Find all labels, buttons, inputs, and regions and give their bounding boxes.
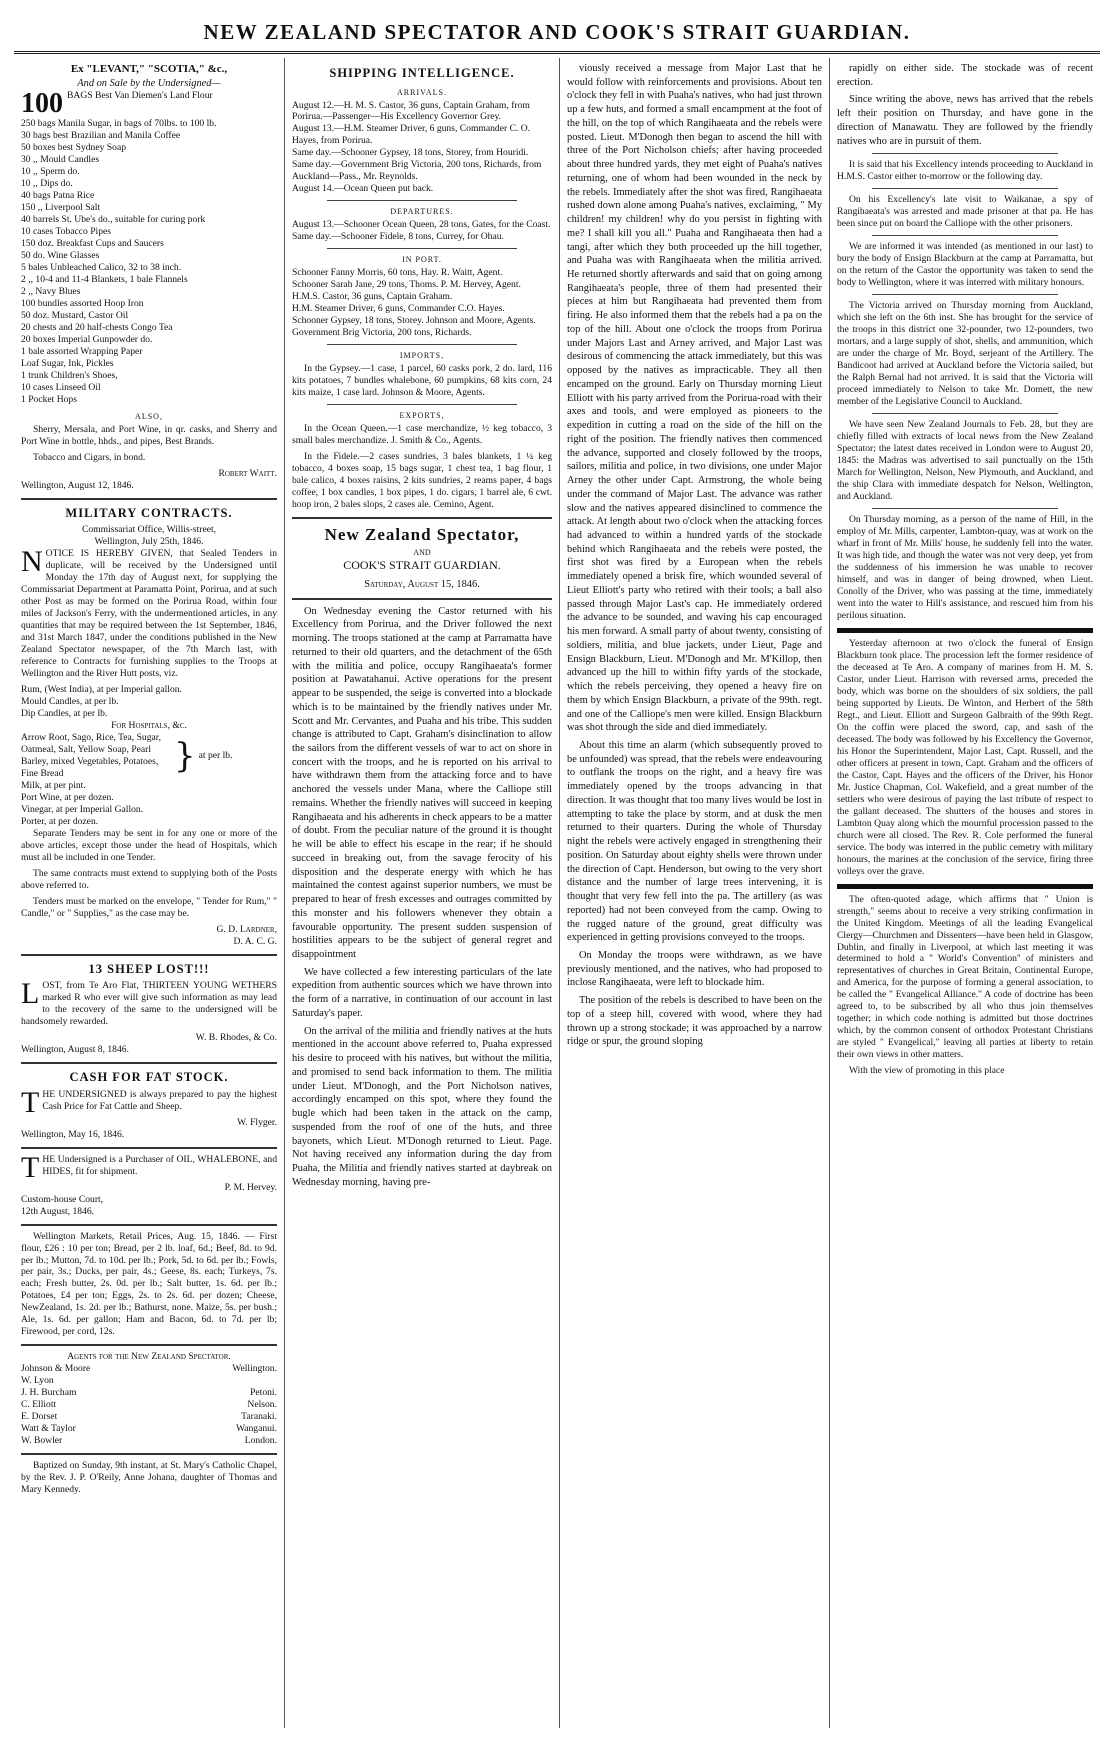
list-item: 5 bales Unbleached Calico, 32 to 38 inch.	[21, 262, 182, 274]
ad-levant-lead: BAGS Best Van Diemen's Land Flour	[67, 90, 213, 102]
agent-row	[21, 1363, 277, 1375]
ad-sheep-text: OST, from Te Aro Flat, THIRTEEN YOUNG WETHERS marked R who ever will give such information as may lead to the recovery of the same to the undersigned will be handsomely rewarded.	[21, 980, 277, 1028]
list-item: 1 trunk Children's Shoes,	[21, 369, 118, 381]
divider-heavy	[837, 628, 1093, 633]
ad-sheep-body	[21, 977, 277, 1056]
ad-cash-date: Wellington, May 16, 1846.	[21, 1128, 125, 1140]
divider	[327, 248, 517, 249]
ad-military-title: MILITARY CONTRACTS.	[65, 505, 233, 520]
agent-place: Wellington.	[232, 1363, 277, 1375]
list-item: 30 bags best Brazilian and Manila Coffee	[21, 130, 181, 142]
port-item: Schooner Gypsey, 18 tons, Storey. Johnson and Moore, Agents.	[292, 315, 536, 327]
divider	[292, 517, 552, 519]
brace-glyph: }	[174, 736, 196, 776]
divider	[327, 344, 517, 345]
list-item: 10 ,, Sperm do.	[21, 166, 80, 178]
nameplate-2: COOK'S STRAIT GUARDIAN.	[343, 558, 501, 573]
agent-name: Watt & Taylor	[21, 1423, 76, 1435]
ad-levant-list	[21, 118, 277, 406]
ad-military-body	[21, 524, 277, 947]
port-item: Schooner Fanny Morris, 60 tons, Hay. R. Waitt, Agent.	[292, 267, 503, 279]
list-item: 150 doz. Breakfast Cups and Saucers	[21, 238, 164, 250]
ad-military-brace-label: at per lb.	[198, 750, 233, 761]
article-paragraph: viously received a message from Major Last that he would follow with reinforcements and provisions. About ten o'clock they fell in with Puaha's natives, who had just thrown up a few huts, and formed a small encampment at the foot of the hill, on the top of which Rangihaeata and the rebels were posted. Lieut. M'Donogh then began to ascend the hill with three of the Port Nicholson chiefs; after having proceeded about three hundred yards, they met eight of Puaha's natives returning, one of whom had been wounded in the neck by the rebels. Immediately after the shot was fired, Rangihaeata rushed down alone among Puaha's natives, exclaiming, " My children! my children! why do you persist in fighting with me? I shall kill you all." Puaha and Rangihaeata then had a tangi, after which they both proceeded up the hill together, and Puaha was with Rangihaeata when the militia arrived. He returned shortly afterwards and said that on going among Rangihaeata's people, three of them had presented their pieces at him but Rangihaeata had prevented them from firing. He also informed them that the rebels had a pa on the top of the hill. About one o'clock the troops from Porirua under Majors Last and Arney arrived, and Major Last was desirous of commencing the attack immediately, but this was opposed by the natives as impracticable. They all then encamped on the ground. Early on Thursday morning Lieut Elliott with his party arrived from the Porirua-road with their axes and tools, and were employed as pioneers to the expedition in cutting a road on the side of the hill on the right of the position. The friendly natives then commenced the advance, supported and closely followed by the troops, sailors, militia and police, in two divisions, one under Major Arney the other under Capt. Armstrong, the whole being under the command of Major Last. The advance was rather slow and the natives appeared disinclined to commence the attack. At length about two o'clock when the attacking forces had advanced to within a hundred yards of the stockade behind which Rangihaeata and the rebels were posted, the first shot was fired by a European when the rebels immediately opened a brisk fire, which wounded several of Lieut Elliott's party who retired with their tools; a ball also passed through Major Last's cap. He immediately ordered the advance to be sounded, and waving his cap encouraged his men forward. A small party of about twenty, consisting of soldiers, militia, and blue jackets, under Lieut, Page and Ensign Blackburn, Lieut. M'Donogh and Mr. M'Killop, then advanced up the hill to within fifty yards of the stockade, which the rebels perceiving, they opened a heavy fire on them by which Ensign Blackburn, a private of the 99th. regt. and one of the Calliope's men were killed. Ensign Blackburn was shot through the side and died immediately.	[567, 63, 822, 734]
ad-oil-body	[21, 1150, 277, 1218]
departures-list	[292, 219, 552, 243]
agent-row	[21, 1411, 277, 1423]
list-item: 2 ,, Navy Blues	[21, 286, 81, 298]
wellington-markets: Wellington Markets, Retail Prices, Aug. 15, 1846. — First flour, £26 : 10 per ton; Bread, per 2 lb. loaf, 6d.; Beef, 8d. to 9d. per lb.; Mutton, 7d. to 10d. per lb.; Pork, 5d. to 6d. per lb.; Fowls, per pair, 3s.; Ducks, per pair, 4s.; Geese, 8s. each; Turkeys, 7s. each; Fresh butter, 2s. 0d. per lb.; Salt butter, 1s. 6d. per lb.; Potatoes, £4 per ton; Eggs, 2s. to 2s. 6d. per dozen; Cheese, NewZealand, 1s. 2d. per lb.; Bathurst, none. Maize, 5s. per bush.; Ale, 1s. 6d. per gallon; Ham and Bacon, 6d. to 7d. per lb; Firewood, per cord, 12s.	[21, 1230, 277, 1338]
divider	[872, 153, 1058, 154]
agent-place: Nelson.	[247, 1399, 277, 1411]
ad-military-hospitals: For Hospitals, &c.	[111, 720, 187, 732]
arrival-item: August 12.—H. M. S. Castor, 36 guns, Captain Graham, from Porirua.—Passenger—His Excellency Governor Grey.	[292, 99, 530, 123]
agents-title: Agents for the New Zealand Spectator.	[67, 1351, 231, 1363]
port-item: H.M. Steamer Driver, 6 guns, Commander C.O. Hayes.	[292, 303, 505, 315]
ad-military-text: OTICE IS HEREBY GIVEN, that Sealed Tenders in duplicate, will be received by the Undersigned until Monday the 17th day of August next, for supplying the Commissariat Department at Paramatta Point, Porirua, and at such other Post as may be formed on the Porirua Road, within four miles of Jackson's Ferry, with the undermentioned articles, in any quantities that may be required between the 1st September, 1846, and 31st March 1847, under the conditions published in the New Zealand Spectator newspaper, of the 7th March last, with reference to Contracts for furnishing supplies to the Troops at Wellington and the River Hutt posts, viz.	[21, 548, 277, 680]
divider	[21, 1147, 277, 1149]
list-item: Milk, at per pint.	[21, 779, 86, 791]
dateline: Saturday, August 15, 1846.	[364, 578, 480, 590]
port-heading: IN PORT.	[402, 255, 442, 265]
article-paragraph: On the arrival of the militia and friendly natives at the huts mentioned in the account above referred to, Puaha expressed his desire to proceed with his natives, but without the militia, and promised to send back information to them. The militia under Lieut. M'Donogh, and the Port Nicholson natives, accordingly encamped on this spot, where they found the bugle which had been taken in the attack on the camp, suspended from the roof of one of the huts, and three bayonets, which Lieut. M'Donogh returned to Lieut. Page. Not having received any information during the day from Puaha, the Militia and friendly natives started at daybreak on Wednesday morning, having pre-	[292, 1025, 552, 1188]
agents-rows	[21, 1363, 277, 1447]
agent-row	[21, 1423, 277, 1435]
list-item: 1 bale assorted Wrapping Paper	[21, 345, 143, 357]
ad-oil-text: HE Undersigned is a Purchaser of OIL, WHALEBONE, and HIDES, fit for shipment.	[42, 1153, 277, 1177]
shipping-section	[292, 88, 552, 512]
ad-cash-dropcap: T	[21, 1085, 40, 1119]
article-paragraph: About this time an alarm (which subsequently proved to be unfounded) was spread, that the rebels were endeavouring to outflank the troops on the right, and a heavy fire was immediately opened by the troops advancing in that direction. It was thought that too many lives would be lost in attempting to take the place by storm, and at dusk the men returned to their quarters. During the whole of Thursday night the rebels were actively engaged in strengthening their position. On Saturday about eighty shells were thrown under the direction of Capt. Henderson, but owing to the very short distance and the number of large trees intervening, it is thought that very few fell into the pa. The artillery (as was reported) had not been conveyed from the camp. Owing to the rugged nature of the ground, great difficulty was experienced in getting provisions conveyed to the troops.	[567, 739, 822, 944]
divider	[872, 413, 1058, 414]
list-item: 10 cases Tobacco Pipes	[21, 226, 112, 238]
ad-sheep-sign: W. B. Rhodes, & Co.	[195, 1032, 277, 1044]
divider	[327, 404, 517, 405]
divider	[327, 200, 517, 201]
divider	[872, 294, 1058, 295]
column-2	[284, 58, 559, 1728]
list-item: Porter, at per dozen.	[21, 815, 99, 827]
divider	[872, 188, 1058, 189]
departure-item: August 13.—Schooner Ocean Queen, 28 tons, Gates, for the Coast.	[292, 219, 551, 231]
nameplate-and: AND	[413, 547, 431, 557]
list-item: 20 chests and 20 half-chests Congo Tea	[21, 321, 173, 333]
baptism-notice: Baptized on Sunday, 9th instant, at St. Mary's Catholic Chapel, by the Rev. J. P. O'Reily, Anne Johana, daughter of Thomas and Mary Kennedy.	[21, 1460, 277, 1496]
news-p2: Since writing the above, news has arrived that the rebels left their position on Thursday, and have gone in the direction of Manawatu. They are followed by the friendly natives who are in pursuit of them.	[837, 94, 1093, 147]
arrival-item: August 13.—H.M. Steamer Driver, 6 guns, Commander C. O. Hayes, from Porirua.	[292, 123, 531, 147]
divider	[872, 235, 1058, 236]
agents-list	[21, 1351, 277, 1447]
ad-military-brace-items: Arrow Root, Sago, Rice, Tea, Sugar, Oatmeal, Salt, Yellow Soap, Pearl Barley, mixed Vegetables, Potatoes, Fine Bread	[21, 732, 161, 779]
agent-name: C. Elliott	[21, 1399, 57, 1411]
agent-row	[21, 1387, 277, 1399]
agent-row	[21, 1399, 277, 1411]
exports-heading: EXPORTS,	[399, 411, 445, 421]
list-item: 50 boxes best Sydney Soap	[21, 142, 126, 154]
list-item: 40 bags Patna Rice	[21, 190, 95, 202]
port-list	[292, 267, 552, 339]
news-p11: With the view of promoting in this place	[849, 1065, 1005, 1077]
list-item: Dip Candles, at per lb.	[21, 708, 108, 720]
ad-sheep-date: Wellington, August 8, 1846.	[21, 1044, 129, 1056]
ad-military-note1: Separate Tenders may be sent in for any one or more of the above articles, except those under the head of Hospitals, which must all be included in one Tender.	[21, 827, 277, 863]
agent-name: Johnson & Moore	[21, 1363, 91, 1375]
shipping-title: SHIPPING INTELLIGENCE.	[329, 66, 515, 80]
ad-sheep-dropcap: L	[21, 977, 40, 1011]
ad-military-items2	[21, 780, 277, 828]
ad-military-note2: The same contracts must extend to supplying both of the Posts above referred to.	[21, 867, 277, 891]
columns	[14, 58, 1100, 1728]
agent-place: Petoni.	[250, 1387, 277, 1399]
ad-military-brace-block	[21, 732, 277, 780]
list-item: 10 cases Linseed Oil	[21, 381, 101, 393]
ad-military-items	[21, 684, 277, 720]
news-p7: We have seen New Zealand Journals to Feb. 28, but they are chiefly filled with extracts of local news from the New Zealand Spectator; the latest dates received in London were to August 20, 1845: the Madras was advertised to sail punctually on the 15th March for Wellington, Nelson, New Plymouth, and Auckland, and the ship Clara with immediate despatch for Nelson, Wellington, and Auckland.	[837, 419, 1093, 503]
imports-text: In the Gypsey.—1 case, 1 parcel, 60 casks pork, 2 do. lard, 116 kits potatoes, 7 bundles whalebone, 60 pumpkins, 68 kits corn, 24 kits maize, 1 case lard. Johnson & Moore, Agents.	[292, 363, 552, 399]
masthead: NEW ZEALAND SPECTATOR AND COOK'S STRAIT GUARDIAN.	[14, 12, 1100, 54]
list-item: 50 do. Wine Glasses	[21, 250, 100, 262]
list-item: 50 doz. Mustard, Castor Oil	[21, 310, 129, 321]
divider	[872, 508, 1058, 509]
list-item: 1 Pocket Hops	[21, 393, 77, 405]
agent-place: Wanganui.	[235, 1423, 277, 1435]
ad-military-sign1: G. D. Lardner,	[216, 923, 277, 935]
imports-heading: IMPORTS,	[399, 351, 445, 361]
departure-item: Same day.—Schooner Fidele, 8 tons, Currey, for Ohau.	[292, 231, 504, 243]
agent-name: W. Lyon	[21, 1375, 54, 1387]
ad-levant-date: Wellington, August 12, 1846.	[21, 479, 134, 491]
article-paragraph: On Wednesday evening the Castor returned with his Excellency from Porirua, and the Driver followed the next morning. The troops stationed at the camp at Parramatta have returned to their old quarters, and the detachment of the 65th with the militia and police, occupy Rangihaeata's former position at Pawatahanui. Active operations for the present appear to be suspended, the seige is converted into a blockade which is to be maintained by the friendly natives under Mr. Scott and Mr. Cervantes, and Puaha and his tribe. This sudden change is attributed to Capt. Graham's disinclination to allow the sailors from the different vessels of war to act on shore in concert with the troops, and he is reported on his arrival to have withdrawn them from the attacking force and to have anchored the vessels under Mana, where the Calliope still remains. Whether the friendly natives will succeed in keeping Rangihaeata and his adherents in check appears to be a matter of doubt. From the peculiar nature of the ground it is thought he will be able to effect his escape in the rear; if he should succeed in breaking out, from the savage ferocity of his disposition and the desperate energy with which he has maintained the contest against superior numbers, we must be prepared to hear of fresh excesses and outrages committed by this monster and his followers whenever they obtain a favourable opportunity. The present sudden suspension of hostilities appears to be the subject of general regret and disappointment	[292, 605, 552, 960]
column-3	[559, 58, 829, 1728]
ad-cash-body	[21, 1085, 277, 1141]
list-item: Loaf Sugar, Ink, Pickles	[21, 357, 114, 369]
ad-military-note3: Tenders must be marked on the envelope, " Tender for Rum," " Candle," or " Supplies," as the case may be.	[21, 895, 277, 919]
ad-military-office-date: Wellington, July 25th, 1846.	[94, 536, 204, 548]
arrival-item: August 14.—Ocean Queen put back.	[292, 183, 434, 195]
divider	[21, 1062, 277, 1064]
column-1	[14, 58, 284, 1728]
narrative-paragraphs	[567, 62, 822, 1049]
article-paragraph: The position of the rebels is described to have been on the top of a steep hill, covered with wood, where they had thrown up a strong stockade; it was approached by a narrow ridge or spur, the ground sloping	[567, 995, 822, 1048]
divider	[21, 1224, 277, 1226]
divider	[292, 598, 552, 600]
ad-oil-date: 12th August, 1846.	[21, 1205, 95, 1217]
divider	[21, 498, 277, 500]
ad-levant-title: Ex "LEVANT," "SCOTIA," &c.,	[70, 63, 228, 75]
ad-cash-title: CASH FOR FAT STOCK.	[69, 1070, 229, 1085]
agent-name: W. Bowler	[21, 1435, 63, 1447]
exports-text-1: In the Ocean Queen.—1 case merchandize, ½ keg tobacco, 3 small bales merchandize. J. Smith & Co., Agents.	[292, 423, 552, 447]
ad-levant-also-text: Sherry, Mersala, and Port Wine, in qr. casks, and Sherry and Port Wine in bottle, hhds., and pipes, Best Brands.	[21, 423, 277, 447]
ad-oil-addr: Custom-house Court,	[21, 1193, 104, 1205]
news-p3: It is said that his Excellency intends proceeding to Auckland in H.M.S. Castor either to-morrow or the following day.	[837, 159, 1093, 183]
ad-oil-sign: P. M. Hervey.	[224, 1181, 277, 1193]
news-p1: rapidly on either side. The stockade was of recent erection.	[837, 63, 1093, 88]
list-item: 20 boxes Imperial Gunpowder do.	[21, 333, 153, 345]
ad-sheep-title: 13 SHEEP LOST!!!	[88, 961, 210, 976]
list-item: Vinegar, at per Imperial Gallon.	[21, 803, 144, 815]
column-4	[829, 58, 1100, 1728]
ad-military-office: Commissariat Office, Willis-street,	[81, 524, 217, 536]
ad-levant-subtitle: And on Sale by the Undersigned—	[77, 77, 221, 89]
arrivals-heading: ARRIVALS.	[397, 87, 447, 97]
list-item: 10 ,, Dips do.	[21, 178, 73, 190]
article-paragraph: On Monday the troops were withdrawn, as we have previously mentioned, and the natives, who had proposed to inclose Rangihaeata, were left to blockade him.	[567, 950, 822, 989]
news-p5: We are informed it was intended (as mentioned in our last) to bury the body of Ensign Blackburn at the camp at Parramatta, but on the return of the Castor the opportunity was taken to send the body to Wellington, where it was interred with military honours.	[837, 241, 1093, 289]
port-item: H.M.S. Castor, 36 guns, Captain Graham.	[292, 291, 453, 303]
list-item: 150 ,, Liverpool Salt	[21, 202, 101, 214]
nameplate: New Zealand Spectator,	[324, 525, 520, 545]
ad-levant-big-number: 100	[21, 88, 63, 120]
ad-military-sign2: D. A. C. G.	[233, 935, 277, 947]
news-p9: Yesterday afternoon at two o'clock the funeral of Ensign Blackburn took place. The procession left the former residence of the deceased at Te Aro. A company of marines from H. M. S. Castor, under Lieut. Harrison with reversed arms, preceded the body, which was borne on the shoulders of six soldiers, the pall being supported by Lieuts. De Winton, and Herbert of the 58th Regt., and Lieut. Elliott and Surgeon Galbraith of the 99th Regt. On the coffin were placed the sword, cap, and sash of the deceased. The body was followed by his Excellency the Governor, his Honor the Superintendent, Major Last, Capt. Russell, and the other officers at present in town, Capt. Graham and the officers of the Castor, Capt. Hayes and the officers of the Driver, his Honor Mr. Justice Chapman, Col. Wakefield, and a great number of the settlers who were desirous of paying the last tribute of respect to the gallant deceased. The shutters of the houses and stores in Lambton Quay along which the mournful procession passed to the church were all closed. The Rev. R. Cole performed the funeral service. The body was interred in the public cemetry with military honours, the marines at the conclusion of the service, firing three volleys over the grave.	[837, 637, 1093, 877]
list-item: 40 barrels St. Ube's do., suitable for curing pork	[21, 214, 206, 226]
list-item: 250 bags Manila Sugar, in bags of 70lbs. to 100 lb.	[21, 118, 217, 130]
agent-place: Taranaki.	[241, 1411, 277, 1423]
news-p8: On Thursday morning, as a person of the name of Hill, in the employ of Mr. Mills, carpenter, Lambton-quay, was at work on the wharf in front of Mr. Mills' house, he suddenly fell into the water. It was high tide, and though the water was not very deep, yet from the suddenness of his immersion he was unable to recover himself, and was in danger of being drowned, when Lieut. Conolly of the Driver, who was passing at the time, immediately went into the water to Hill's assistance, and rescued him from his perilous situation.	[837, 514, 1093, 621]
agent-name: E. Dorset	[21, 1411, 58, 1423]
ad-cash-text: HE UNDERSIGNED is always prepared to pay the highest Cash Price for Fat Cattle and Sheep.	[42, 1088, 277, 1112]
divider	[21, 954, 277, 956]
news-p4: On his Excellency's late visit to Waikanae, a spy of Rangihaeata's was arrested and made prisoner at that pa. He has been since put on board the Calliope with the other prisoners.	[837, 194, 1093, 230]
list-item: 2 ,, 10-4 and 11-4 Blankets, 1 bale Flannels	[21, 274, 188, 286]
departures-heading: DEPARTURES.	[390, 207, 454, 217]
arrival-item: Same day.—Government Brig Victoria, 200 tons, Richards, from Auckland—Pass., Mr. Reynolds.	[292, 159, 542, 183]
arrival-item: Same day.—Schooner Gypsey, 18 tons, Storey, from Houridi.	[292, 147, 529, 159]
news-p6: The Victoria arrived on Thursday morning from Auckland, which she left on the 6th inst. She has brought for the service of the troops in this district one 32-pounder, two 12-pounders, two mortars, and a large supply of shot, shells, and ammunition, which are under the charge of Mr. Boyd, serjeant of the Artillery. The Bandicoot had arrived at Auckland before the Victoria sailed, but the Ralph Bernal had not arrived. It is said that the Victoria will proceed immediately to Nelson to take Mr. Domett, the new member of the Legislative Council to Auckland.	[837, 300, 1093, 408]
arrivals-list	[292, 100, 552, 196]
port-item: Government Brig Victoria, 200 tons, Richards.	[292, 327, 472, 339]
ad-levant-signature: Robert Waitt.	[218, 467, 277, 479]
news-p10: The often-quoted adage, which affirms that " Union is strength," seems about to receive a very striking confirmation in the United Kingdom. Meetings of all the leading Evangelical Clergy—Churchmen and Dissenters—have been held in Glasgow, Dublin, and finally in Liverpool, at which last meeting it was determined to hold a " World's Convention" of ministers and representatives of churches in Great Britain, Continental Europe, and America, for the purpose of forming a general association, to be called the " Evangelical Alliance." A code of doctrine has been agreed to, to be subscribed by all who thus join themselves together; in which code nothing is admitted but those doctrines which, by the common consent of orthodox Protestant Christians are styled " Evangelical," leaving all parties at liberty to retain their own views in other matters.	[837, 893, 1093, 1061]
divider-heavy	[837, 884, 1093, 889]
agent-row	[21, 1435, 277, 1447]
ad-military-dropcap: N	[21, 545, 43, 579]
list-item: 30 ,, Mould Candles	[21, 154, 100, 166]
editorial-paragraphs	[292, 605, 552, 1190]
ad-cash-sign: W. Flyger.	[237, 1116, 277, 1128]
divider	[21, 1453, 277, 1455]
agent-row	[21, 1375, 277, 1387]
port-item: Schooner Sarah Jane, 29 tons, Thoms. P. M. Hervey, Agent.	[292, 279, 521, 291]
ad-levant-also: ALSO,	[135, 411, 163, 421]
list-item: Mould Candles, at per lb.	[21, 696, 119, 708]
ad-oil-dropcap: T	[21, 1150, 40, 1184]
article-paragraph: We have collected a few interesting particulars of the late expedition from authentic sources which we have thrown into the form of a narrative, in continuation of our account in last Saturday's paper.	[292, 966, 552, 1019]
ad-levant-body	[21, 90, 277, 492]
exports-text-2: In the Fidele.—2 cases sundries, 3 bales blankets, 1 ¼ keg tobacco, 4 boxes soap, 15 bags sugar, 1 chest tea, 1 bag flour, 1 bale calico, 4 boxes raisins, 2 kits sundries, 2 reams paper, 4 bags coffee, 1 box candles, 1 box pipes, 1 do. cigars, 1 barrel ale, 6 cwt. hoop iron, 2 bales slops, 2 cases ale. Cemino, Agent.	[292, 451, 552, 511]
divider	[21, 1344, 277, 1346]
list-item: Port Wine, at per dozen.	[21, 791, 114, 803]
ad-levant-also-text2: Tobacco and Cigars, in bond.	[33, 451, 146, 463]
agent-place: London.	[244, 1435, 277, 1447]
agent-name: J. H. Burcham	[21, 1387, 77, 1399]
list-item: Rum, (West India), at per Imperial gallon.	[21, 684, 182, 696]
list-item: 100 bundles assorted Hoop Iron	[21, 298, 144, 310]
